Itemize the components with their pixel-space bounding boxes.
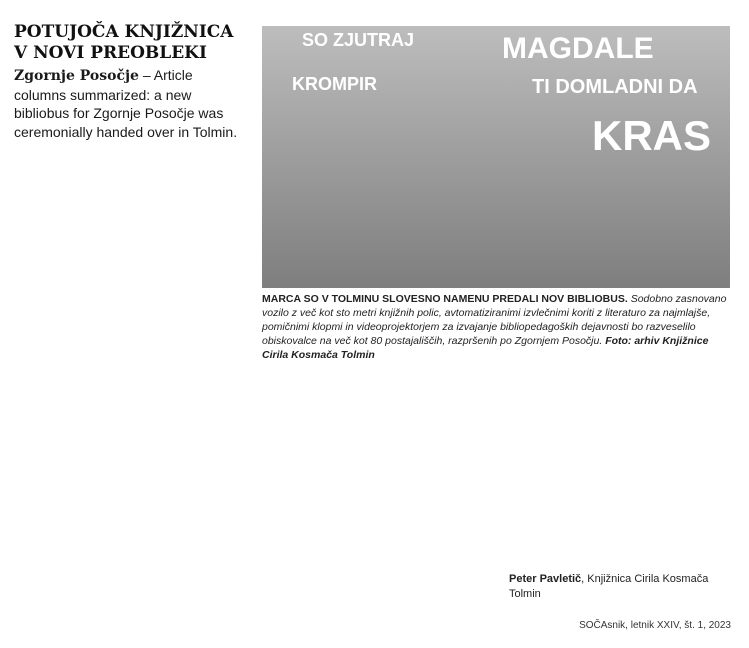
photo-sign-4: TI DOMLADNI DA	[532, 76, 698, 98]
photo-sign-5: KRAS	[592, 112, 712, 159]
article-headline: POTUJOČA KNJIŽNICA V NOVI PREOBLEKI	[14, 22, 234, 63]
author-name: Peter Pavletič	[509, 573, 582, 585]
photo-sign-2: MAGDALE	[502, 32, 654, 65]
dateline-place: Zgornje Posočje	[14, 68, 139, 84]
caption-text: Sodobno zasnovano vozilo z več kot sto metri knjižnih polic, avtomatiziranimi izvlečnimi koriti z literaturo za najmlajše, pomičnimi klopmi in videoprojektorjem za izvajanje bibliopedagoških dejavnosti bo razveselilo obiskovalce na več kot 80 postajališčih, razpršenih po Zgornjem Posočju.	[262, 293, 727, 347]
caption-lead: MARCA SO V TOLMINU SLOVESNO NAMENU PREDALI NOV BIBLIOBUS.	[262, 293, 628, 305]
author-affiliation: Knjižnica Cirila Kosmača Tolmin	[509, 573, 709, 600]
page-footer: SOČAsnik, letnik XXIV, št. 1, 2023	[579, 620, 731, 631]
article-summary: Zgornje Posočje – Article columns summarized: a new bibliobus for Zgornje Posočje was ceremonially handed over in Tolmin.	[14, 67, 238, 140]
photo-sign-1: SO ZJUTRAJ	[302, 30, 415, 50]
photo-sign-3: KROMPIR	[292, 74, 377, 94]
summary-text: Article columns summarized: a new bibliobus for Zgornje Posočje was ceremonially handed over in Tolmin.	[14, 67, 238, 140]
bibliobus-ceremony-photo	[262, 26, 730, 288]
article-byline: Peter Pavletič, Knjižnica Cirila Kosmača Tolmin	[509, 573, 709, 600]
photo-caption	[262, 292, 730, 362]
caption-credit: Foto: arhiv Knjižnice Cirila Kosmača Tolmin	[262, 335, 709, 361]
